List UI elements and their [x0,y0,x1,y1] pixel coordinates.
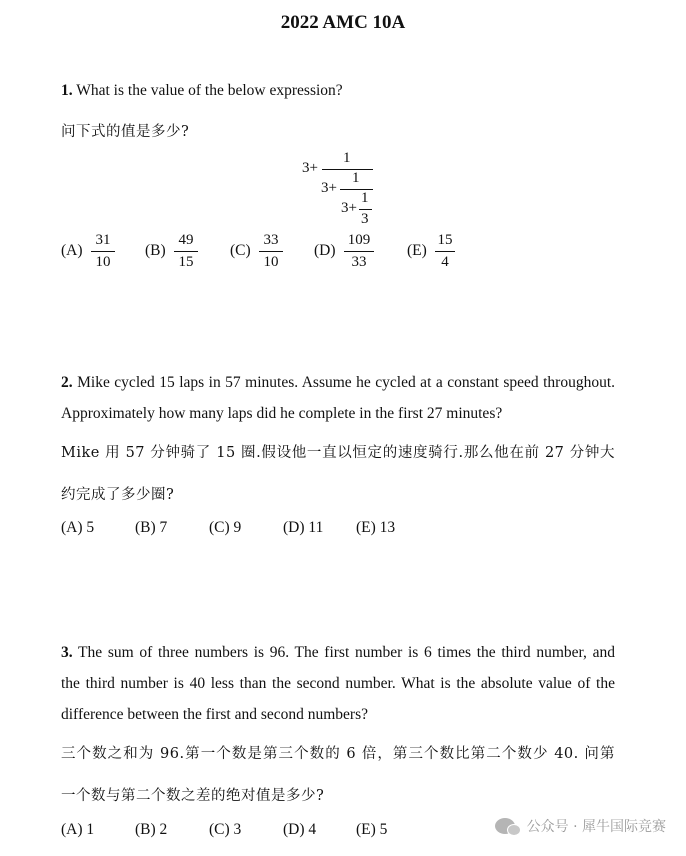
q1-choice-a-fraction: 31 10 [91,232,115,271]
cf-inner-num: 1 [361,190,369,206]
cf-outer-bar [322,169,373,170]
q3-choice-a: (A) 1 [61,821,95,838]
q1-choice-e-label: (E) [407,242,427,259]
watermark-text: 公众号 · 犀牛国际竞赛 [526,819,666,835]
watermark [495,816,666,836]
q3-text-en-1 [61,644,615,662]
q2-prompt-en-1: Mike cycled 15 laps in 57 minutes. Assume he cycled at a constant speed throughout. [77,374,616,391]
q2-number: 2. [61,374,73,391]
q1-choice-d-label: (D) [314,242,336,259]
cf-outer-prefix: 3+ [302,160,318,176]
q3-prompt-en-1: The sum of three numbers is 96. The first number is 6 times the third number, and [78,644,615,661]
q2-choice-b: (B) 7 [135,519,168,536]
cf-mid-prefix: 3+ [321,180,337,196]
q3-choice-b: (B) 2 [135,821,168,838]
q2-text-en-1 [61,374,615,392]
q2-choice-d: (D) 11 [283,519,324,536]
continued-fraction [0,0,686,240]
q1-choice-a-label: (A) [61,242,83,259]
q2-choice-a: (A) 5 [61,519,95,536]
q1-choice-b-label: (B) [145,242,166,259]
cf-mid-num: 1 [352,170,360,186]
wechat-icon [495,818,515,834]
q3-prompt-en-2: the third number is 40 less than the second number. What is the absolute value of the [61,675,615,692]
q1-choice-e-fraction: 15 4 [435,232,455,271]
q1-prompt-en: What is the value of the below expression? [76,82,343,99]
q3-choice-c: (C) 3 [209,821,242,838]
q3-prompt-cn-1: 三个数之和为 96.第一个数是第三个数的 6 倍，第三个数比第二个数少 40. 问第 [61,746,615,762]
q3-number: 3. [61,644,73,661]
q2-prompt-cn-1: Mike 用 57 分钟骑了 15 圈.假设他一直以恒定的速度骑行.那么他在前 27 分钟大 [61,445,615,461]
q1-choice-c-fraction: 33 10 [259,232,283,271]
q2-choices [61,519,395,537]
page-title: 2022 AMC 10A [280,12,406,33]
cf-inner-bar [359,209,372,210]
cf-inner-prefix: 3+ [341,200,357,216]
q3-prompt-cn-2: 一个数与第二个数之差的绝对值是多少? [61,788,325,804]
q2-choice-e: (E) 13 [356,519,396,536]
q2-choice-c: (C) 9 [209,519,242,536]
q2-prompt-en-2: Approximately how many laps did he complete in the first 27 minutes? [61,405,503,422]
q1-choice-c-label: (C) [230,242,251,259]
q2-prompt-cn-2: 约完成了多少圈? [61,487,175,503]
cf-outer-num: 1 [343,150,351,166]
q3-prompt-en-3: difference between the first and second numbers? [61,706,369,723]
q1-number: 1. [61,82,73,99]
q1-choice-d-fraction: 109 33 [344,232,374,271]
q1-prompt-cn: 问下式的值是多少? [61,124,190,140]
q1-choice-b-fraction: 49 15 [174,232,198,271]
cf-inner-den: 3 [361,211,369,227]
q3-choices [61,821,387,839]
q3-choice-d: (D) 4 [283,821,317,838]
q3-choice-e: (E) 5 [356,821,388,838]
